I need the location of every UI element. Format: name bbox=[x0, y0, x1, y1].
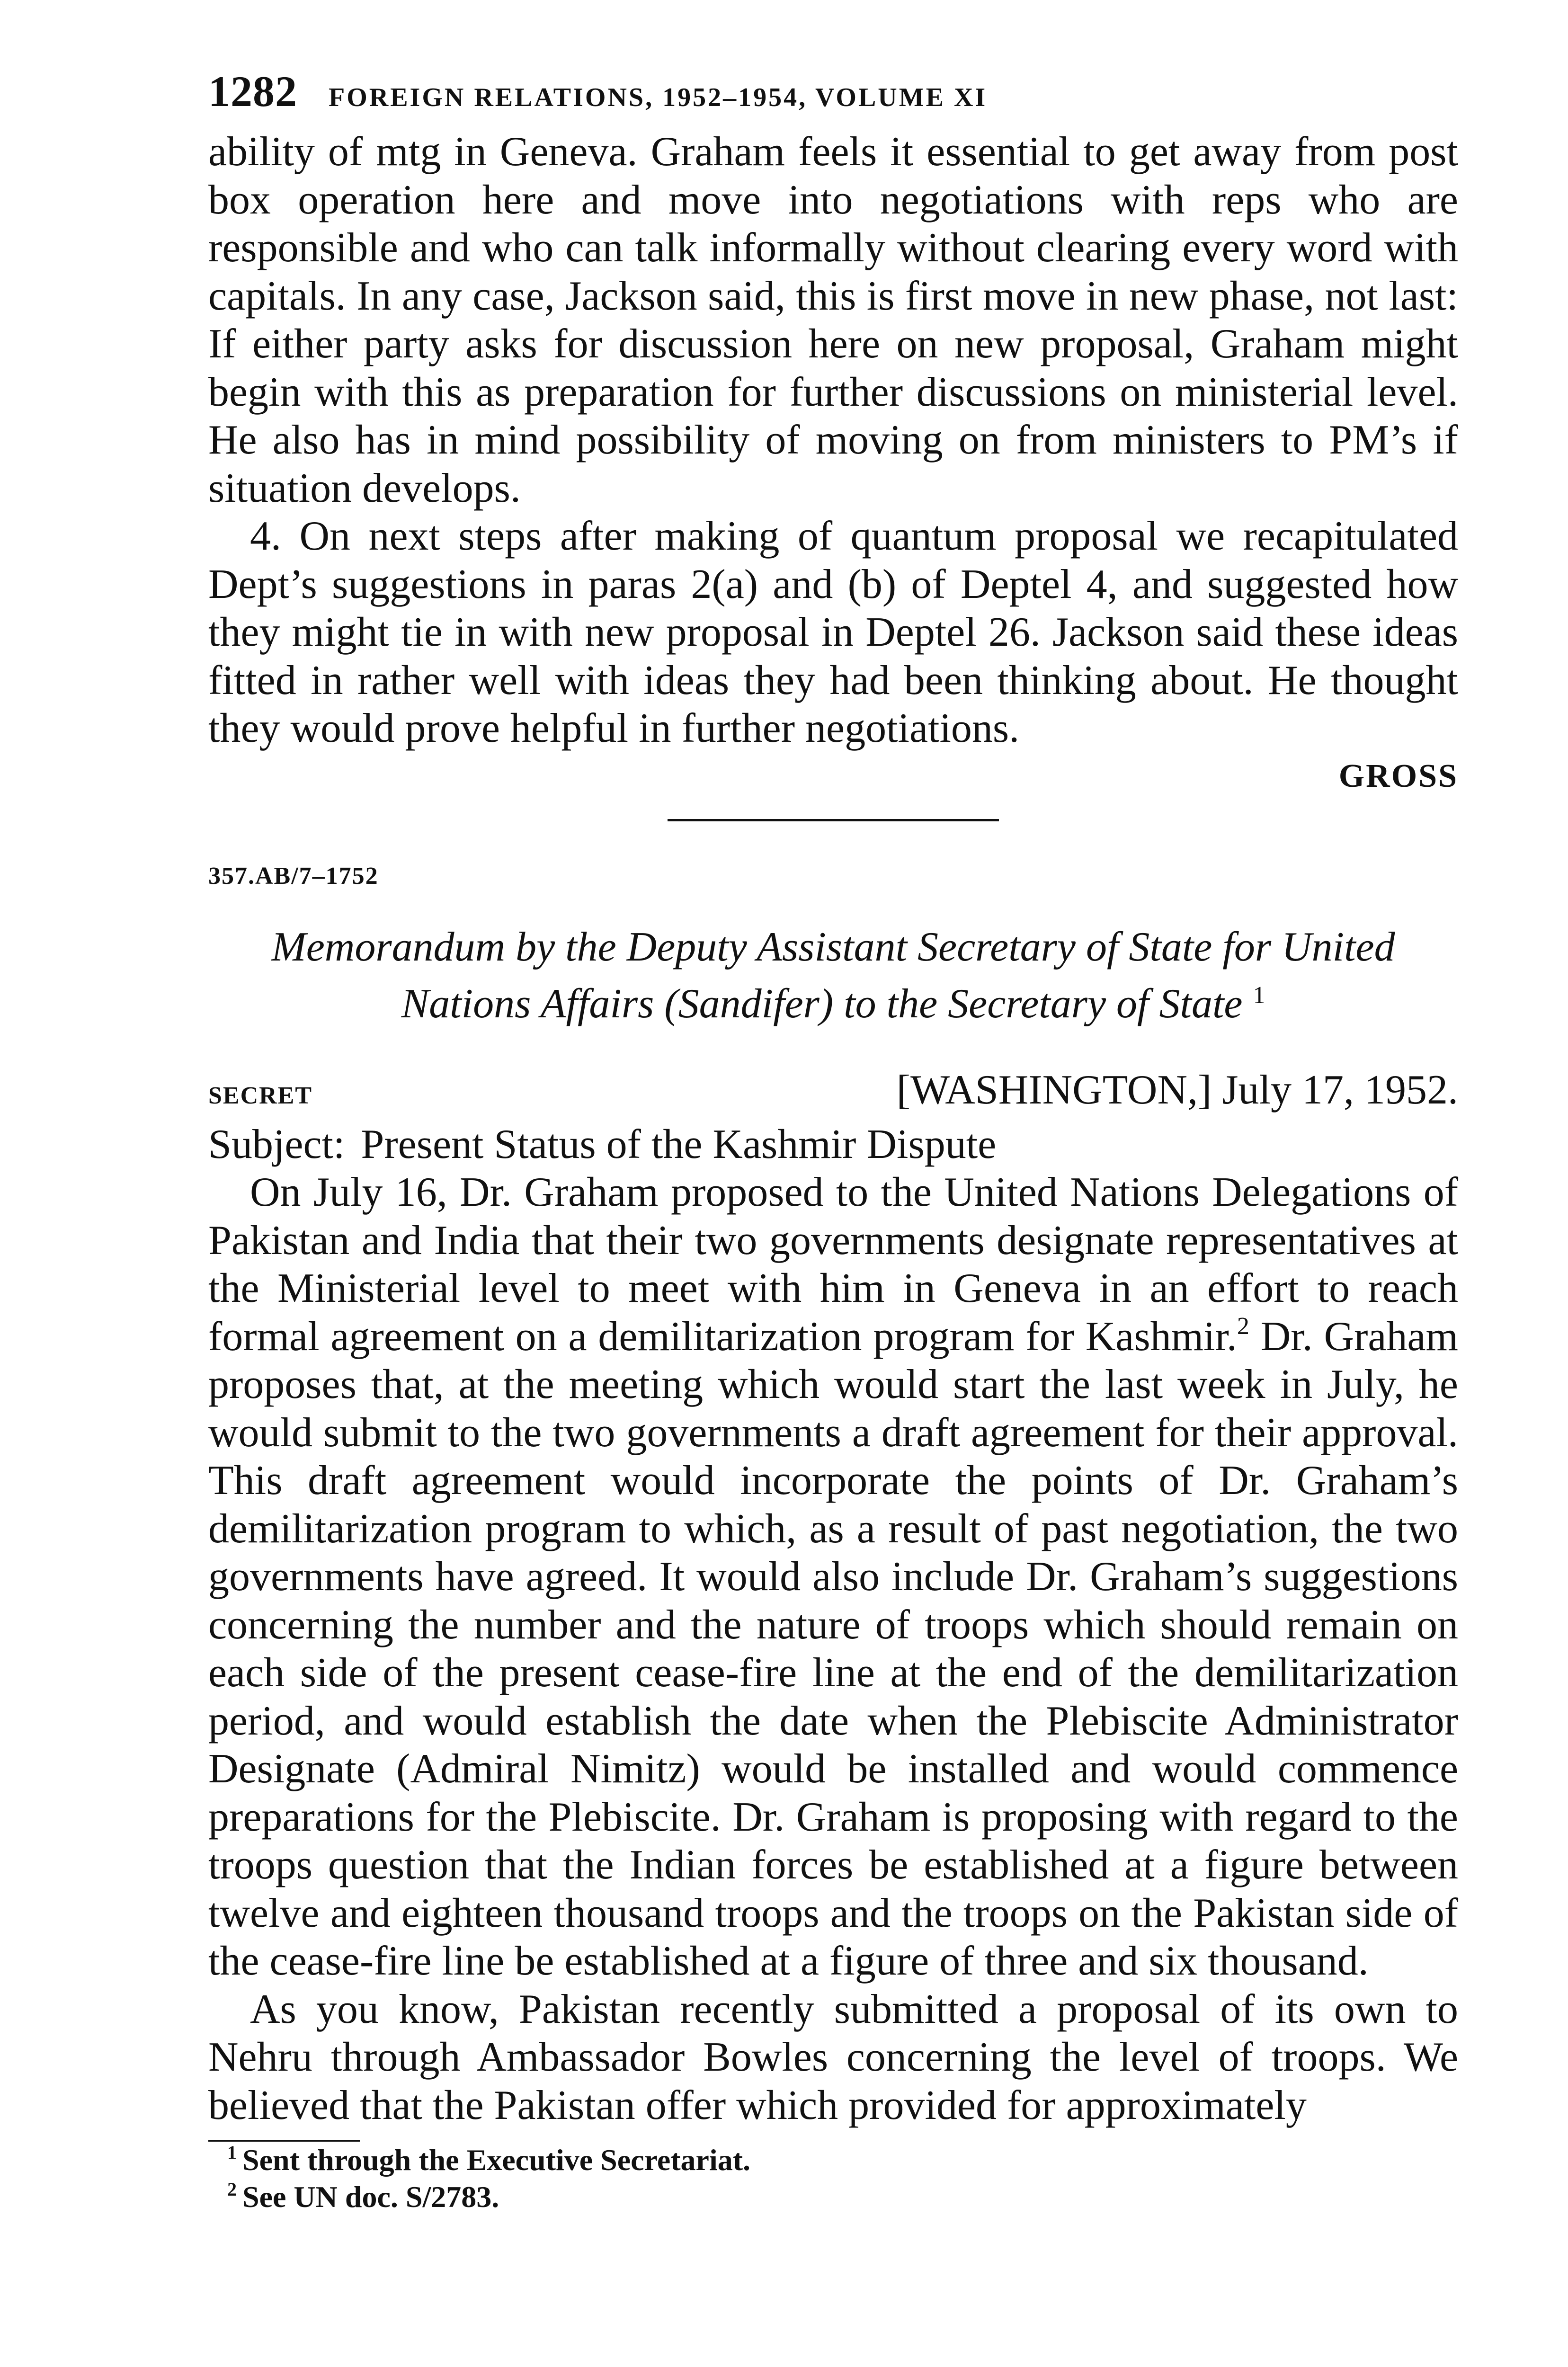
document-page bbox=[208, 66, 1458, 2216]
section-divider bbox=[668, 819, 999, 821]
running-head: FOREIGN RELATIONS, 1952–1954, VOLUME XI bbox=[329, 83, 988, 112]
memo-paragraph-text: On July 16, Dr. Graham proposed to the United Nations Delegations of Pakistan and India that their two governments designate representatives at the Ministerial level to meet with him in Geneva in an effort to reach formal agreement on a demilitarization program for Kashmir. bbox=[208, 1169, 1458, 1360]
subject-text: Present Status of the Kashmir Dispute bbox=[361, 1121, 997, 1167]
document-title bbox=[208, 923, 1458, 1028]
page-number: 1282 bbox=[208, 67, 297, 116]
footnote-text: Sent through the Executive Secretariat. bbox=[242, 2143, 751, 2177]
signature: GROSS bbox=[1338, 757, 1458, 794]
subject-line bbox=[208, 1121, 1458, 1169]
document-title-text: Memorandum by the Deputy Assistant Secretary of State for United Nations Affairs (Sandifer) to the Secretary of State bbox=[271, 924, 1395, 1027]
footnote-reference: 1 bbox=[1253, 981, 1265, 1009]
footnote-text: See UN doc. S/2783. bbox=[242, 2180, 499, 2214]
dateline: [WASHINGTON,] July 17, 1952. bbox=[896, 1067, 1458, 1113]
footnote bbox=[208, 2142, 1458, 2179]
subject-label: Subject: bbox=[208, 1121, 345, 1167]
memo-paragraph bbox=[208, 1168, 1458, 1985]
footnote-reference: 2 bbox=[1237, 1312, 1249, 1340]
memo-meta bbox=[208, 1066, 1458, 1114]
memo-paragraph: As you know, Pakistan recently submitted a proposal of its own to Nehru through Ambassador Bowles concerning the level of troops. We believed that the Pakistan offer which provided for approximately bbox=[208, 1986, 1458, 2128]
continuation-paragraph-4: 4. On next steps after making of quantum proposal we recapitulated Dept’s suggestions in paras 2(a) and (b) of Deptel 4, and suggested how they might tie in with new proposal in Deptel 26. Jackson said these ideas fitted in rather well with ideas they had been thinking about. He thought they would prove helpful in further negotiations. bbox=[208, 513, 1458, 751]
classification: SECRET bbox=[208, 1082, 313, 1109]
memo-paragraph-text: Dr. Graham proposes that, at the meeting which would start the last week in July, he would submit to the two governments a draft agreement for their approval. This draft agreement would incorporate the points of Dr. Graham’s demilitarization program to which, as a result of past negotiation, the two governments have agreed. It would also include Dr. Graham’s suggestions concerning the number and the nature of troops which should remain on each side of the present cease-fire line at the end of the demilitarization period, and would establish the date when the Plebiscite Administrator Designate (Admiral Nimitz) would be installed and would commence preparations for the Plebiscite. Dr. Graham is proposing with regard to the troops question that the Indian forces be established at a figure between twelve and eighteen thousand troops and the troops on the Pakistan side of the cease-fire line be established at a figure of three and six thousand. bbox=[208, 1313, 1458, 1984]
file-number: 357.AB/7–1752 bbox=[208, 862, 379, 890]
continuation-paragraph: ability of mtg in Geneva. Graham feels it essential to get away from post box operation here and move into negotiations with reps who are responsible and who can talk informally without clearing every word with capitals. In any case, Jackson said, this is first move in new phase, not last: If either party asks for discussion here on new proposal, Graham might begin with this as preparation for further discussions on ministerial level. He also has in mind possibility of moving on from ministers to PM’s if situation develops. bbox=[208, 129, 1458, 511]
footnote-mark: 1 bbox=[227, 2142, 237, 2163]
footnote bbox=[208, 2179, 1458, 2216]
footnote-mark: 2 bbox=[227, 2179, 237, 2200]
page-header bbox=[208, 66, 1458, 128]
